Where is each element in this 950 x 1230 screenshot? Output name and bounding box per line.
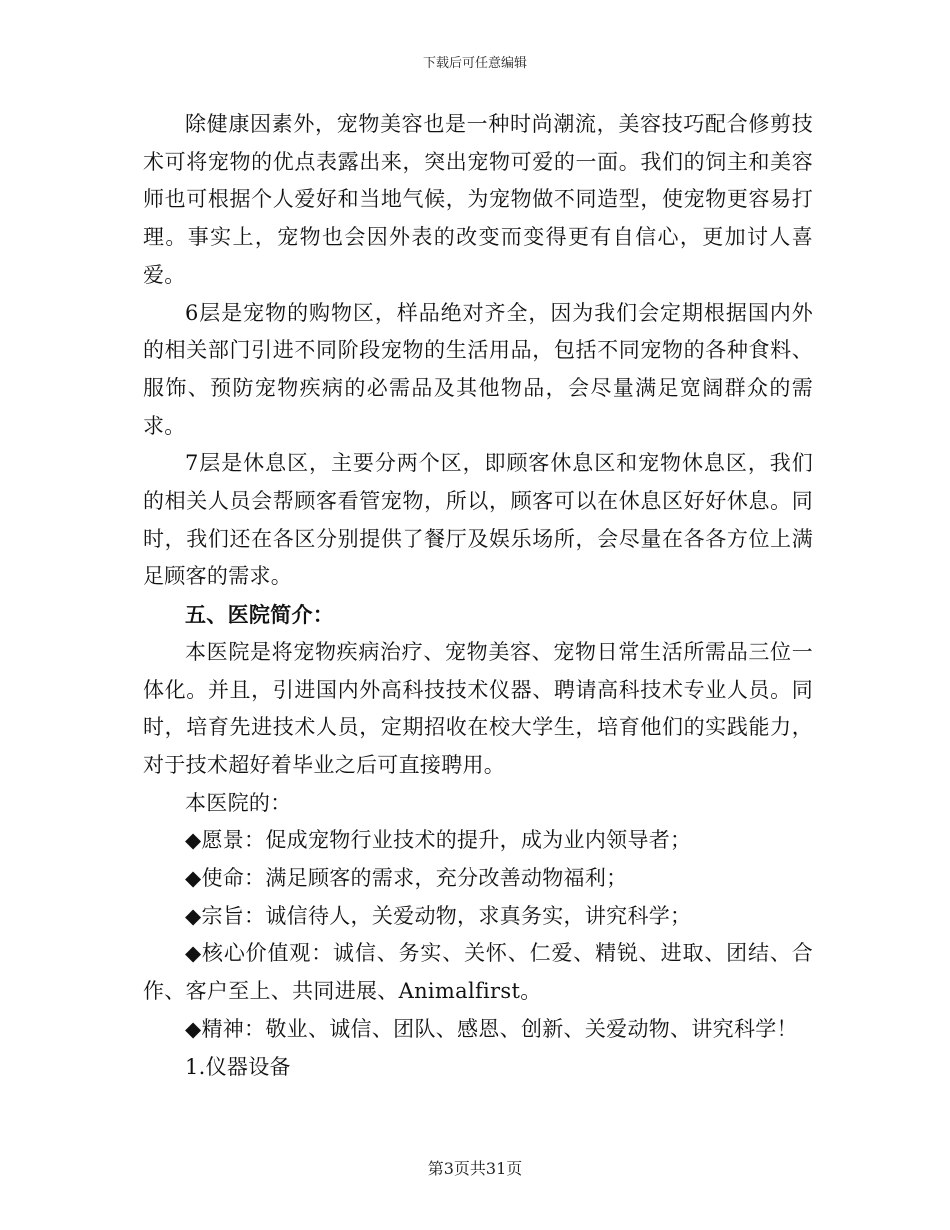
bullet-spirit: ◆精神：敬业、诚信、团队、感恩、创新、关爱动物、讲究科学！ (185, 1016, 798, 1041)
page-header: 下载后可任意编辑 (422, 56, 527, 71)
bullet-purpose: ◆宗旨：诚信待人，关爱动物，求真务实，讲究科学； (185, 903, 692, 928)
paragraph-floor-7: 7层是休息区，主要分两个区，即顾客休息区和宠物休息区，我们的相关人员会帮顾客看管宠物，所以，顾客可以在休息区好好休息。同时，我们还在各区分别提供了餐厅及娱乐场所，会尽量在各各方位上满足顾客的需求。 (143, 451, 813, 589)
paragraph-hospital-of: 本医院的： (185, 790, 292, 815)
subheading-equipment: 1.仪器设备 (185, 1054, 291, 1079)
paragraph-floor-6: 6层是宠物的购物区，样品绝对齐全，因为我们会定期根据国内外的相关部门引进不同阶段宠物的生活用品，包括不同宠物的各种食料、服饰、预防宠物疾病的必需品及其他物品，会尽量满足宽阔群众的需求。 (143, 300, 813, 438)
section-heading-hospital-intro: 五、医院简介： (185, 602, 335, 628)
page-footer: 第3页共31页 (427, 1159, 523, 1178)
document-body (143, 106, 813, 1086)
bullet-vision: ◆愿景：促成宠物行业技术的提升，成为业内领导者； (185, 828, 692, 853)
paragraph-pet-grooming: 除健康因素外，宠物美容也是一种时尚潮流，美容技巧配合修剪技术可将宠物的优点表露出来，突出宠物可爱的一面。我们的饲主和美容师也可根据个人爱好和当地气候，为宠物做不同造型，使宠物更容易打理。事实上，宠物也会因外表的改变而变得更有自信心，更加讨人喜爱。 (143, 112, 813, 287)
paragraph-hospital-intro: 本医院是将宠物疾病治疗、宠物美容、宠物日常生活所需品三位一体化。并且，引进国内外高科技技术仪器、聘请高科技术专业人员。同时，培育先进技术人员，定期招收在校大学生，培育他们的实践能力，对于技术超好着毕业之后可直接聘用。 (143, 639, 813, 777)
bullet-core-values: ◆核心价值观：诚信、务实、关怀、仁爱、精锐、进取、团结、合作、客户至上、共同进展、Animalfirst。 (143, 941, 813, 1004)
bullet-mission: ◆使命：满足顾客的需求，充分改善动物福利； (185, 866, 628, 891)
